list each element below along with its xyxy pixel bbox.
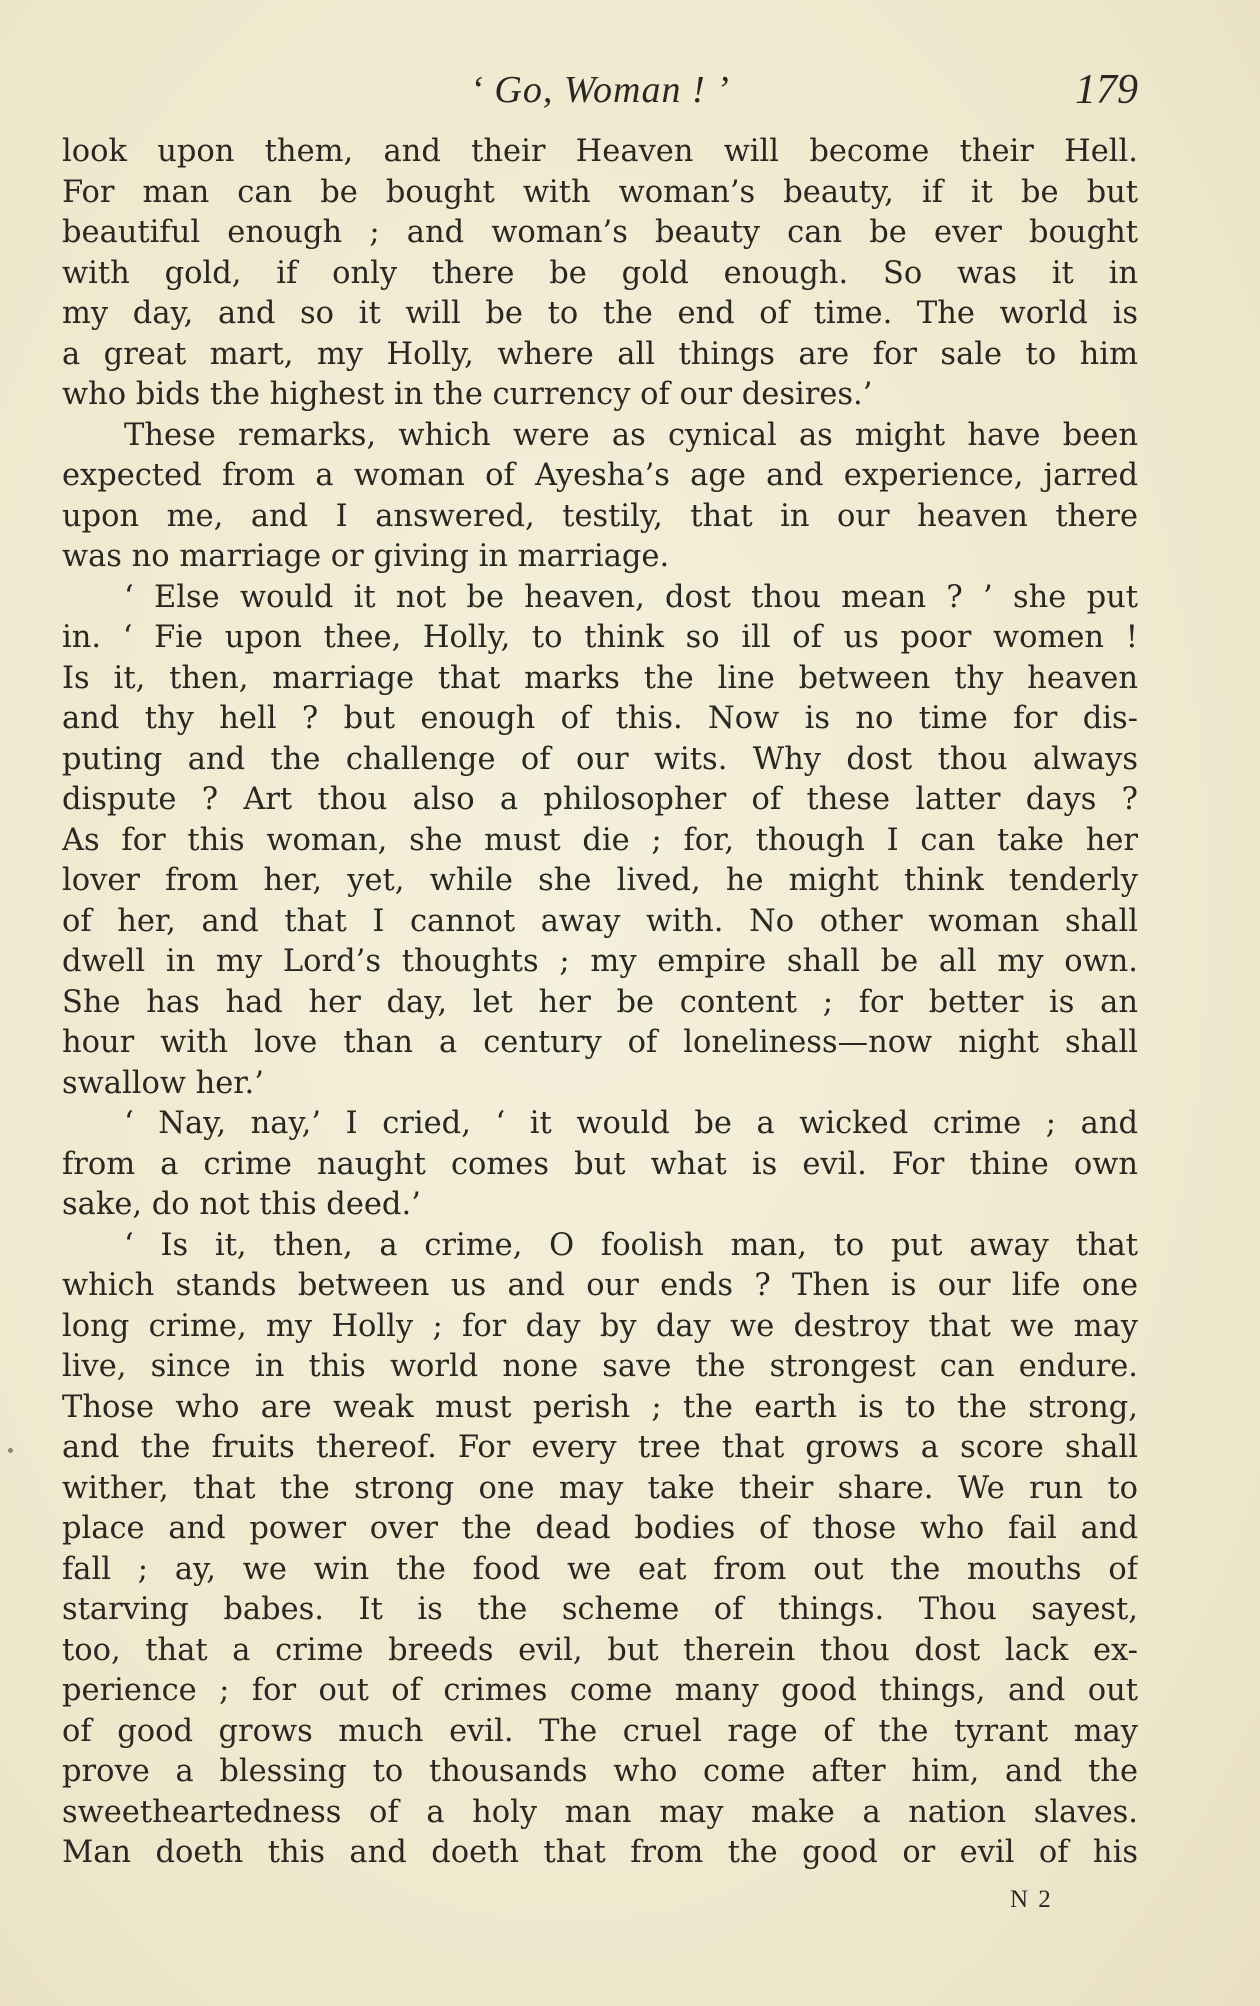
text-line: puting and the challenge of our wits. Why dost thou always — [62, 741, 1138, 777]
text-line: Man doeth this and doeth that from the good or evil of his — [62, 1835, 1138, 1870]
page-header — [62, 62, 1138, 118]
text-line: expected from a woman of Ayesha’s age and experience, jarred — [62, 458, 1138, 493]
text-line: starving babes. It is the scheme of things. Thou sayest, — [62, 1592, 1138, 1627]
text-line: For man can be bought with woman’s beauty, if it be but — [62, 174, 1138, 210]
text-line: She has had her day, let her be content ; for better is an — [62, 984, 1138, 1020]
signature-mark: N 2 — [1010, 1886, 1053, 1913]
text-line: Is it, then, marriage that marks the line between thy heaven — [62, 660, 1138, 696]
text-line: swallow her.’ — [62, 1065, 264, 1101]
text-line: upon me, and I answered, testily, that in our heaven there — [62, 498, 1138, 534]
text-line: of good grows much evil. The cruel rage of the tyrant may — [62, 1713, 1138, 1749]
text-line: and thy hell ? but enough of this. Now is no time for dis- — [62, 701, 1138, 736]
text-line: in. ‘ Fie upon thee, Holly, to think so ill of us poor women ! — [62, 620, 1138, 655]
text-line: hour with love than a century of loneliness—now night shall — [62, 1025, 1138, 1060]
text-line: of her, and that I cannot away with. No other woman shall — [62, 903, 1138, 939]
text-line: dwell in my Lord’s thoughts ; my empire shall be all my own. — [62, 944, 1138, 979]
text-line: with gold, if only there be gold enough. So was it in — [62, 255, 1138, 291]
text-line: ‘ Nay, nay,’ I cried, ‘ it would be a wicked crime ; and — [124, 1106, 1138, 1141]
running-title: ‘ Go, Woman ! ’ — [470, 69, 730, 111]
text-line: who bids the highest in the currency of our desires.’ — [62, 377, 873, 412]
text-line: prove a blessing to thousands who come after him, and the — [62, 1754, 1138, 1789]
text-line: Those who are weak must perish ; the earth is to the strong, — [62, 1389, 1138, 1425]
text-line: from a crime naught comes but what is evil. For thine own — [62, 1146, 1138, 1182]
text-line: dispute ? Art thou also a philosopher of these latter days ? — [62, 782, 1138, 817]
body-text — [62, 132, 1138, 1874]
text-line: which stands between us and our ends ? Then is our life one — [62, 1268, 1138, 1303]
text-line: too, that a crime breeds evil, but therein thou dost lack ex- — [62, 1632, 1138, 1668]
text-line: sweetheartedness of a holy man may make a nation slaves. — [62, 1794, 1138, 1830]
text-line: ‘ Is it, then, a crime, O foolish man, to put away that — [124, 1227, 1138, 1263]
text-line: long crime, my Holly ; for day by day we destroy that we may — [62, 1308, 1138, 1344]
text-line: and the fruits thereof. For every tree that grows a score shall — [62, 1430, 1138, 1465]
margin-speck — [8, 1448, 13, 1453]
text-line: sake, do not this deed.’ — [62, 1187, 421, 1222]
text-line: These remarks, which were as cynical as might have been — [124, 417, 1138, 453]
text-line: As for this woman, she must die ; for, though I can take her — [62, 822, 1138, 858]
text-line: look upon them, and their Heaven will become their Hell. — [62, 134, 1138, 169]
text-line: ‘ Else would it not be heaven, dost thou mean ? ’ she put — [124, 579, 1138, 615]
text-line: perience ; for out of crimes come many good things, and out — [62, 1673, 1138, 1708]
text-line: beautiful enough ; and woman’s beauty can be ever bought — [62, 215, 1138, 250]
text-line: place and power over the dead bodies of those who fail and — [62, 1511, 1138, 1546]
page-number: 179 — [1075, 67, 1138, 113]
text-line: live, since in this world none save the strongest can endure. — [62, 1349, 1138, 1384]
text-line: my day, and so it will be to the end of time. The world is — [62, 296, 1138, 331]
text-line: fall ; ay, we win the food we eat from out the mouths of — [62, 1551, 1138, 1587]
text-line: wither, that the strong one may take their share. We run to — [62, 1470, 1138, 1506]
text-line: lover from her, yet, while she lived, he might think tenderly — [62, 863, 1138, 898]
text-line: a great mart, my Holly, where all things are for sale to him — [62, 336, 1138, 372]
text-line: was no marriage or giving in marriage. — [62, 539, 670, 574]
